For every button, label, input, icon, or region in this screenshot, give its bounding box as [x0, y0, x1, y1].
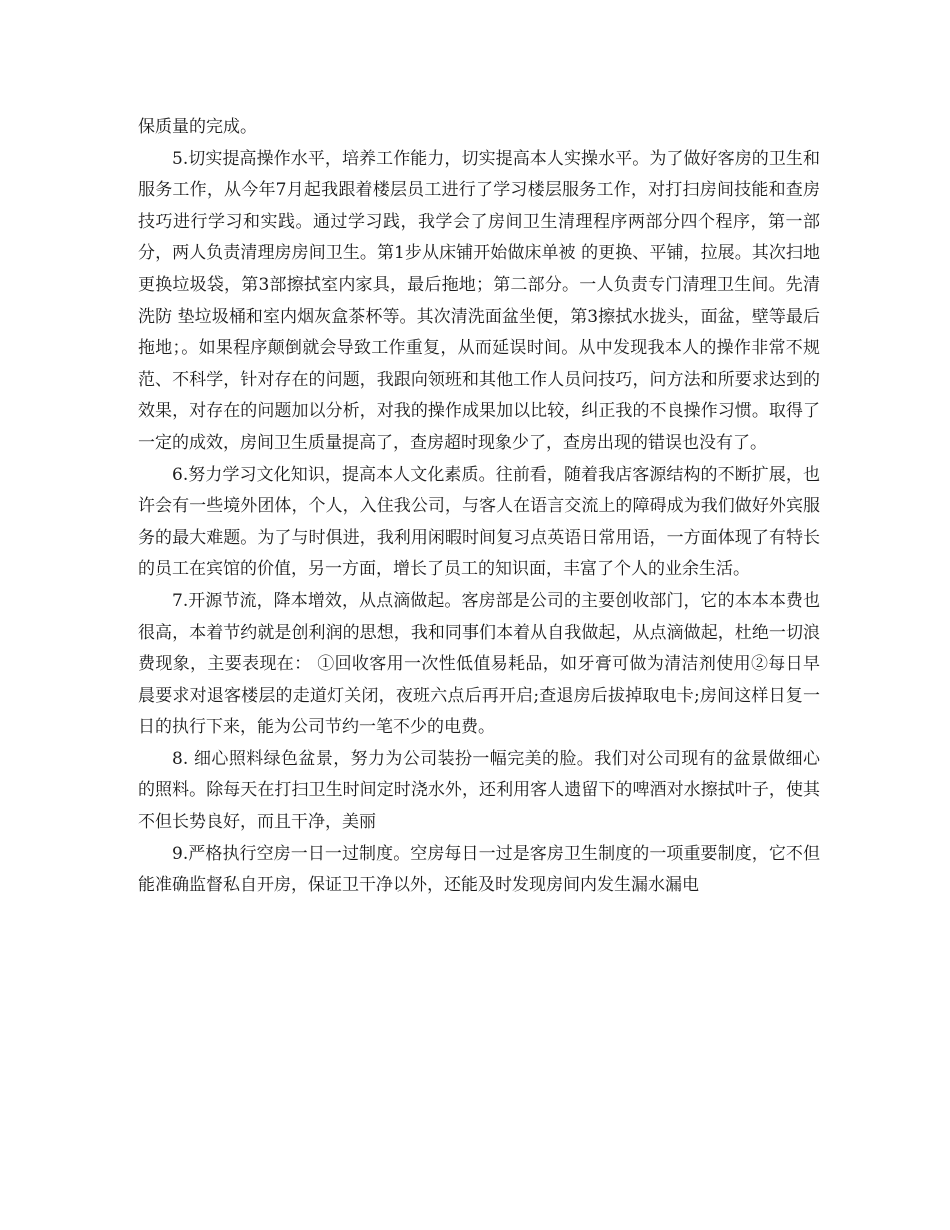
paragraph-item-7: 7.开源节流，降本增效，从点滴做起。客房部是公司的主要创收部门，它的本本本费也很高，本着节约就是创利润的思想，我和同事们本着从自我做起，从点滴做起，杜绝一切浪费现象，主要表现在： ①回收客用一次性低值易耗品，如牙膏可做为清洁剂使用②每日早晨要求对退客楼层的走道灯关闭，夜班六点后再开启;查退房后拔掉取电卡;房间这样日复一日的执行下来，能为公司节约一笔不少的电费。	[138, 590, 820, 738]
paragraph-item-6: 6.努力学习文化知识，提高本人文化素质。往前看，随着我店客源结构的不断扩展，也许会有一些境外团体，个人，入住我公司，与客人在语言交流上的障碍成为我们做好外宾服务的最大难题。为了与时俱进，我利用闲暇时间复习点英语日常用语，一方面体现了有特长的员工在宾馆的价值，另一方面，增长了员工的知识面，丰富了个人的业余生活。	[138, 464, 820, 580]
paragraph-item-9: 9.严格执行空房一日一过制度。空房每日一过是客房卫生制度的一项重要制度，它不但能准确监督私自开房，保证卫干净以外，还能及时发现房间内发生漏水漏电	[138, 843, 820, 896]
paragraph-continuation: 保质量的完成。	[138, 117, 257, 137]
paragraph-item-5: 5.切实提高操作水平，培养工作能力，切实提高本人实操水平。为了做好客房的卫生和服务工作，从今年7月起我跟着楼层员工进行了学习楼层服务工作，对打扫房间技能和查房技巧进行学习和实践。通过学习践，我学会了房间卫生清理程序两部分四个程序，第一部分，两人负责清理房房间卫生。第1步从床铺开始做床单被 的更换、平铺，拉展。其次扫地更换垃圾袋，第3部擦拭室内家具，最后拖地；第二部分。一人负责专门清理卫生间。先清洗防 垫垃圾桶和室内烟灰盒茶杯等。其次清洗面盆坐便，第3擦拭水拢头，面盆，壁等最后拖地；。如果程序颠倒就会导致工作重复，从而延误时间。从中发现我本人的操作非常不规范、不科学，针对存在的问题，我跟向领班和其他工作人员问技巧，问方法和所要求达到的效果，对存在的问题加以分析，对我的操作成果加以比较，纠正我的不良操作习惯。取得了一定的成效，房间卫生质量提高了，查房超时现象少了，查房出现的错误也没有了。	[138, 148, 820, 453]
paragraph-item-8: 8. 细心照料绿色盆景，努力为公司装扮一幅完美的脸。我们对公司现有的盆景做细心的照料。除每天在打扫卫生时间定时浇水外，还利用客人遗留下的啤酒对水擦拭叶子，使其不但长势良好，而且干净，美丽	[138, 748, 820, 833]
